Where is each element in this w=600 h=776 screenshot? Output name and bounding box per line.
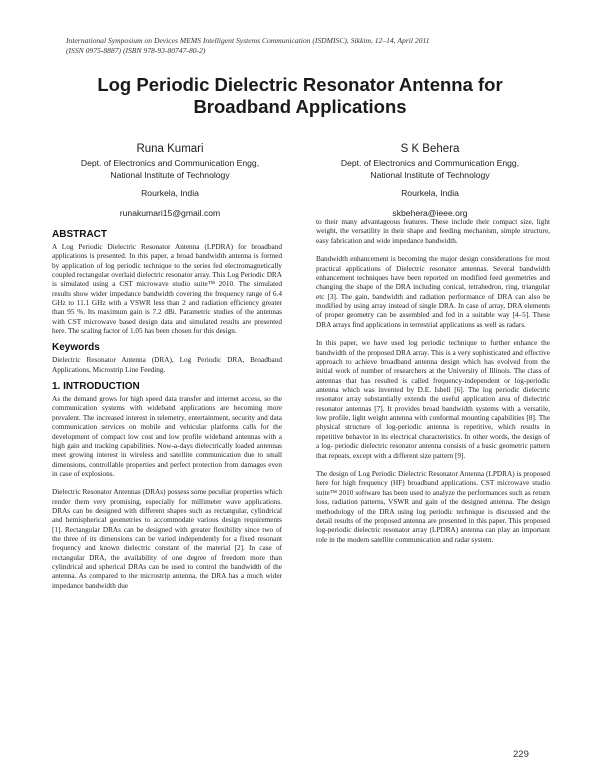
conference-line: International Symposium on Devices MEMS Intelligent Systems Communication (ISDMISC), Sikkim, 12–14, April 2011 bbox=[66, 36, 430, 45]
author-email: runakumari15@gmail.com bbox=[119, 208, 221, 218]
author-city: Rourkela, India bbox=[401, 188, 459, 198]
keywords-text: Dielectric Resonator Antenna (DRA), Log Periodic DRA, Broadband Applications, Microstrip Line Feeding. bbox=[52, 356, 282, 374]
conference-header bbox=[66, 36, 536, 56]
author-city: Rourkela, India bbox=[141, 188, 199, 198]
page-number: 229 bbox=[513, 749, 529, 760]
author-name: S K Behera bbox=[400, 143, 460, 155]
author-dept: Dept. of Electronics and Communication Engg, bbox=[340, 158, 520, 168]
author-block-2 bbox=[305, 142, 555, 219]
keywords-heading: Keywords bbox=[52, 342, 100, 354]
author-block-1 bbox=[45, 142, 295, 219]
intro-paragraph-6: The design of Log Periodic Dielectric Resonator Antenna (LPDRA) is proposed here for high frequency (HF) broadband applications. CST microwave studio suite™ 2010 software has been used to analyze the performances such as return loss, radiation patterns, VSWR and gain of the designed antenna. The design methodology of the DRA using log periodic technique is discussed and the detail results of the proposed antenna are presented in this paper. This proposed log-periodic dielectric resonator array (LPDRA) antenna can play an important role in the modern satellite communication and radar system. bbox=[316, 470, 550, 544]
author-name: Runa Kumari bbox=[136, 143, 204, 155]
author-institute: National Institute of Technology bbox=[370, 170, 490, 180]
intro-paragraph-3: to their many advantageous features. These include their compact size, light weight, the versatility in their shape and feeding mechanism, simple structure, easy fabrication and wide impedance bandwidth. bbox=[316, 218, 550, 245]
title-line-1: Log Periodic Dielectric Resonator Antenna for bbox=[97, 74, 503, 95]
intro-paragraph-1: As the demand grows for high speed data transfer and internet access, so the communication systems with wideband applications are becoming more prevalent. The increased interest in telemetry, entertainment, security and data communication services on mobile and vehicular platforms calls for the development of compact low cost and low profile wideband antennas with a high gain and tracking capabilities. Now-a-days dielectrically loaded antennas meet growing interest in wireless and satellite communication due to small dimensions, controllable properties and perfect protection from damages even in case of explosions. bbox=[52, 395, 282, 478]
intro-paragraph-5: In this paper, we have used log periodic technique to further enhance the bandwidth of the proposed DRA array. This is a very sophisticated and effective approach to achieve broadband antenna design which has evolved from the initial work of number of researchers at the University of Illinois. The class of antennas that has resulted is called frequency-independent or log-periodic antenna which was invented by D.E. Isbell [6]. The log periodic dielectric resonator array substantially extends the useful application area of dielectric resonator antennas [7]. It provides broad bandwidth systems with a versatile, low profile, light weight antenna with conformal mounting capabilities [8]. The physical structure of log-periodic antenna is repetitive, which results in repetitive behavior in its electrical characteristics. In other words, the design of a log- periodic dielectric resonator antenna consists of a basic geometric pattern that repeats, except with a different size pattern [9]. bbox=[316, 339, 550, 460]
intro-paragraph-4: Bandwidth enhancement is becoming the major design considerations for most practical applications of Dielectric resonator antennas. Several bandwidth enhancement techniques have been reported on modified feed geometries and changing the shape of the DRA including conical, tetrahedron, ring, triangular etc [3]. The gain, bandwidth and radiation performance of DRA can also be modified by using array instead of single DRA. In case of array, DRA elements of proper geometry can be assembled and fed in a suitable way [4–5]. These DRA arrays find applications in terrestrial applications as well as radars. bbox=[316, 255, 550, 329]
left-column bbox=[52, 229, 282, 600]
author-dept: Dept. of Electronics and Communication Engg, bbox=[80, 158, 260, 168]
author-email: skbehera@ieee.org bbox=[392, 208, 468, 218]
abstract-heading: ABSTRACT bbox=[52, 229, 107, 240]
introduction-heading: 1. INTRODUCTION bbox=[52, 381, 140, 393]
issn-line: (ISSN 0975-8887) (ISBN 978-93-80747-80-2) bbox=[66, 46, 206, 55]
title-line-2: Broadband Applications bbox=[193, 96, 407, 117]
paper-title bbox=[40, 74, 560, 118]
abstract-text: A Log Periodic Dielectric Resonator Antenna (LPDRA) for broadband applications is presented. In this paper, a broad bandwidth antenna is formed by application of log periodic technique to the series fed electromagnetically coupled rectangular overlaid dielectric resonator array. This Log Periodic DRA is simulated using a CST microwave studio suite™ 2010. The simulated results show wider impedance bandwidth covering the frequency range of 6.4 GHz to 11.1 GHz with a VSWR less than 2 and radiation efficiency greater than 95 %. Its maximum gain is 7.2 dBi. Parametric studies of the antennas with CST microwave based design data and simulated results are presented here. The scaling factor of 1.05 has been chosen for this design. bbox=[52, 243, 282, 336]
intro-paragraph-2: Dielectric Resonator Antennas (DRAs) possess some peculiar properties which render them very promising, especially for millimeter wave applications. DRAs can be designed with different shapes such as rectangular, cylindrical and hemispherical geometries to accommodate various design requirements [1]. Rectangular DRAs can be designed with greater flexibility since two of the three of its dimensions can be varied independently for a fixed resonant frequency and known dielectric constant of the material [2]. In case of rectangular DRA, the availability of one degree of freedom more than cylindrical and spherical DRAs can be used to control the bandwidth of the antenna. As compared to the microstrip antenna, the DRA has a much wider impedance bandwidth due bbox=[52, 488, 282, 590]
author-institute: National Institute of Technology bbox=[110, 170, 230, 180]
right-column bbox=[316, 218, 550, 554]
